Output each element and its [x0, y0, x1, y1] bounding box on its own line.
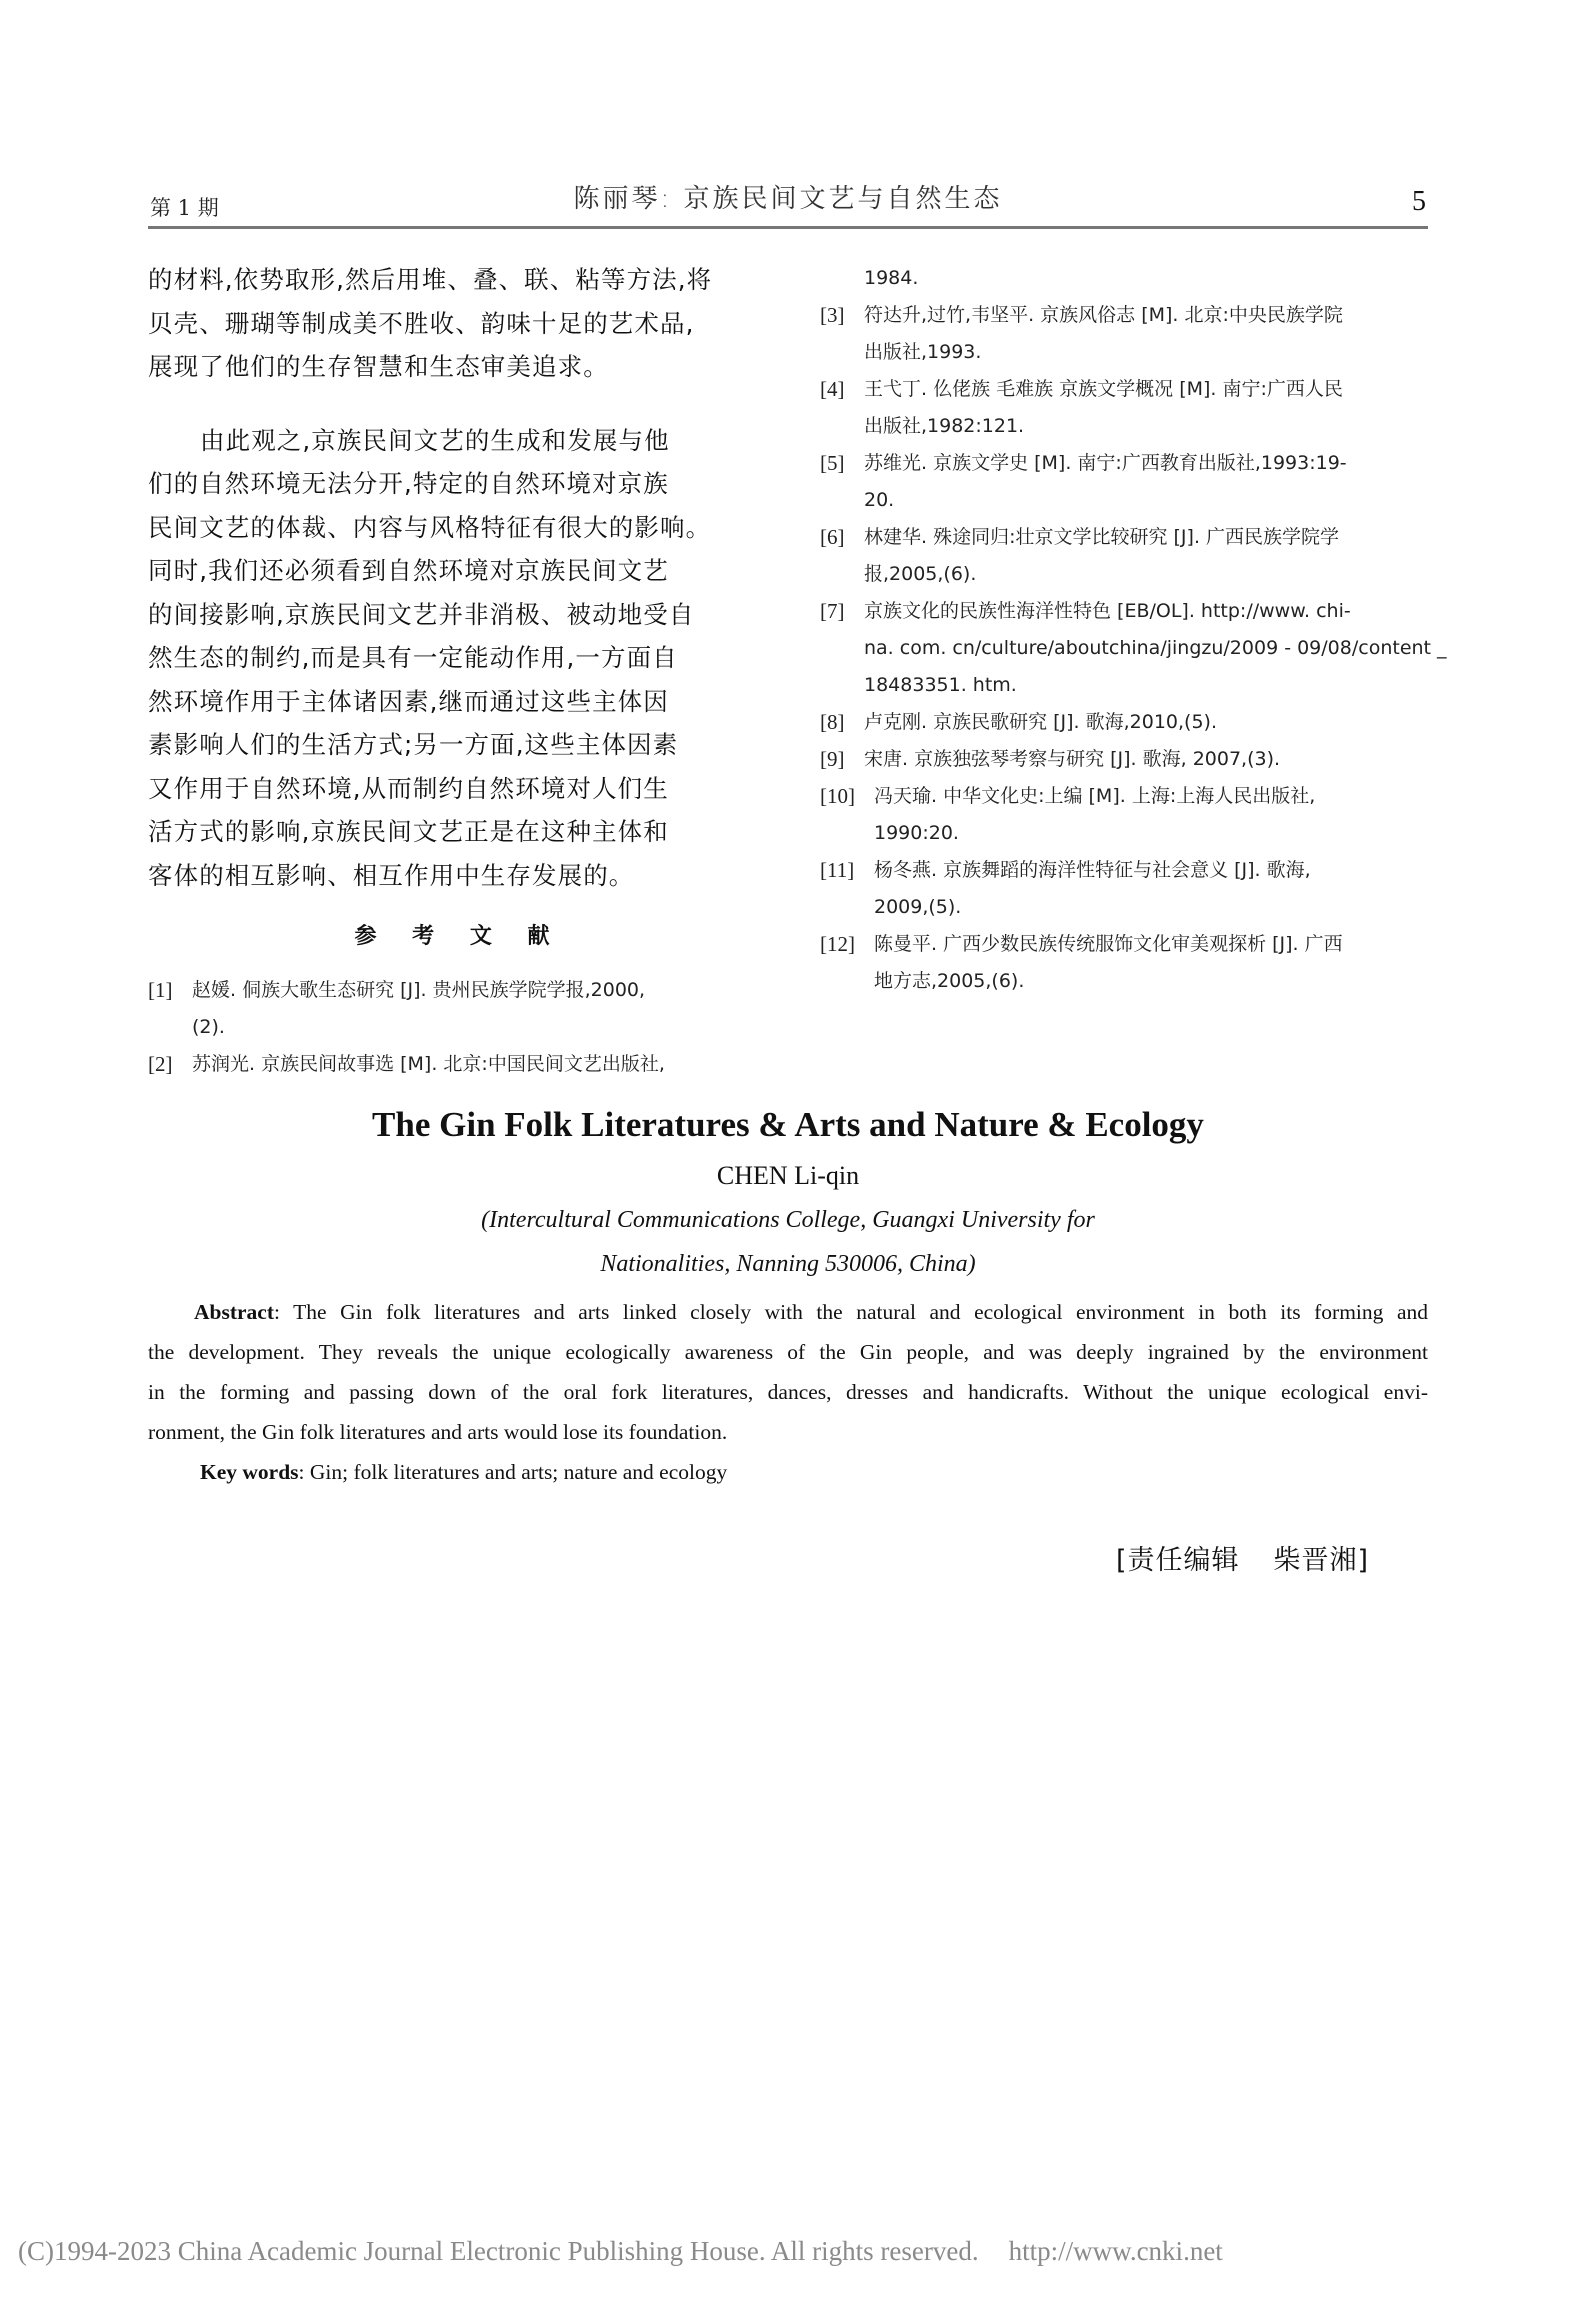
text-line: 由此观之,京族民间文艺的生成和发展与他 — [200, 425, 670, 455]
reference-text: 出版社,1993. — [864, 341, 982, 363]
keywords-text: Gin; folk literatures and arts; nature and ecology — [309, 1460, 728, 1484]
reference-number: [8] — [820, 710, 845, 734]
reference-item-continued — [820, 260, 1432, 297]
reference-number: [1] — [148, 978, 173, 1002]
reference-item — [820, 297, 1432, 371]
body-paragraph-2 — [148, 419, 770, 898]
header-rule — [148, 226, 1428, 229]
abstract-line: Abstract: The Gin folk literatures and arts linked closely with the natural and ecological environment in both its forming and — [194, 1300, 1428, 1324]
reference-number: [10] — [820, 784, 855, 808]
keywords-label: Key words — [200, 1460, 299, 1484]
reference-text: 20. — [864, 489, 895, 511]
reference-text: 符达升,过竹,韦坚平. 京族风俗志 [M]. 北京:中央民族学院 — [864, 304, 1343, 326]
issue-label: 第 1 期 — [150, 196, 219, 220]
text-line: 贝壳、珊瑚等制成美不胜收、韵味十足的艺术品, — [148, 308, 695, 338]
reference-number: [5] — [820, 451, 845, 475]
reference-number: [2] — [148, 1052, 173, 1076]
reference-text: 卢克刚. 京族民歌研究 [J]. 歌海,2010,(5). — [864, 711, 1218, 733]
reference-text: 苏维光. 京族文学史 [M]. 南宁:广西教育出版社,1993:19- — [864, 452, 1347, 474]
english-abstract-section — [148, 1100, 1428, 1492]
reference-item — [820, 741, 1432, 778]
abstract-text: The Gin folk literatures and arts linked closely with the natural and ecological environment in both its forming and — [293, 1300, 1428, 1324]
text-line: 同时,我们还必须看到自然环境对京族民间文艺 — [148, 556, 669, 585]
reference-text: 王弋丁. 仫佬族 毛难族 京族文学概况 [M]. 南宁:广西人民 — [864, 378, 1343, 400]
abstract-label: Abstract — [194, 1300, 275, 1324]
footer-url-link[interactable]: http://www.cnki.net — [1008, 2236, 1223, 2266]
body-paragraph-1 — [148, 258, 770, 389]
reference-item — [820, 852, 1432, 926]
abstract-line: the development. They reveals the unique ecologically awareness of the Gin people, and was deeply ingrained by the environment — [148, 1340, 1428, 1364]
reference-text: 出版社,1982:121. — [864, 415, 1025, 437]
english-author: CHEN Li-qin — [716, 1161, 860, 1190]
editor-name: 柴晋湘 — [1273, 1545, 1358, 1576]
text-line: 的材料,依势取形,然后用堆、叠、联、粘等方法,将 — [148, 265, 713, 294]
text-line: 活方式的影响,京族民间文艺正是在这种主体和 — [148, 817, 669, 846]
reference-item — [148, 1046, 770, 1083]
reference-text: 赵媛. 侗族大歌生态研究 [J]. 贵州民族学院学报,2000, — [192, 979, 646, 1001]
reference-text: 林建华. 殊途同归:壮京文学比较研究 [J]. 广西民族学院学 — [864, 526, 1340, 548]
page-number: 5 — [1412, 186, 1426, 217]
editor-note — [1116, 1538, 1369, 1577]
reference-text: (2). — [192, 1016, 225, 1038]
reference-number: [6] — [820, 525, 845, 549]
reference-item — [820, 519, 1432, 593]
text-line: 然环境作用于主体诸因素,继而通过这些主体因 — [148, 686, 669, 716]
text-line: 然生态的制约,而是具有一定能动作用,一方面自 — [148, 643, 678, 672]
affiliation-line: (Intercultural Communications College, Guangxi University for — [481, 1207, 1095, 1233]
reference-text: 2009,(5). — [874, 896, 962, 918]
english-title: The Gin Folk Literatures & Arts and Nature & Ecology — [372, 1105, 1204, 1144]
reference-item — [820, 445, 1432, 519]
right-column — [820, 260, 1447, 1000]
reference-text: 1990:20. — [874, 822, 959, 844]
reference-number: [4] — [820, 377, 845, 401]
running-title: 陈丽琴: 京族民间文艺与自然生态 — [573, 184, 1003, 214]
affiliation-line: Nationalities, Nanning 530006, China) — [600, 1251, 976, 1277]
text-line: 展现了他们的生存智慧和生态审美追求。 — [148, 352, 609, 381]
reference-text: 宋唐. 京族独弦琴考察与研究 [J]. 歌海, 2007,(3). — [864, 748, 1281, 770]
abstract-line: ronment, the Gin folk literatures and arts would lose its foundation. — [148, 1420, 728, 1444]
reference-item — [820, 593, 1447, 704]
reference-number: [12] — [820, 932, 855, 956]
keywords: Key words: Gin; folk literatures and arts; nature and ecology — [200, 1460, 728, 1484]
left-column — [148, 258, 770, 1083]
reference-url[interactable]: 18483351. htm. — [864, 674, 1017, 696]
reference-number: [7] — [820, 599, 845, 623]
reference-number: [3] — [820, 303, 845, 327]
abstract-line: in the forming and passing down of the oral fork literatures, dances, dresses and handicrafts. Without the unique ecological envi- — [148, 1380, 1428, 1404]
reference-text: 1984. — [864, 267, 919, 289]
abstract — [148, 1292, 1428, 1452]
bracket-open: [ — [1116, 1545, 1128, 1576]
references-heading: 参 考 文 献 — [354, 924, 564, 949]
bracket-close: ] — [1357, 1545, 1370, 1576]
reference-text: 地方志,2005,(6). — [874, 970, 1025, 992]
copyright-text: (C)1994-2023 China Academic Journal Electronic Publishing House. All rights reserved. — [18, 2236, 979, 2266]
reference-item — [820, 371, 1432, 445]
reference-text: 苏润光. 京族民间故事选 [M]. 北京:中国民间文艺出版社, — [192, 1053, 665, 1075]
reference-text: 冯天瑜. 中华文化史:上编 [M]. 上海:上海人民出版社, — [874, 785, 1316, 807]
reference-item — [148, 972, 770, 1046]
reference-text: 陈曼平. 广西少数民族传统服饰文化审美观探析 [J]. 广西 — [874, 933, 1343, 955]
editor-role: 责任编辑 — [1127, 1545, 1240, 1576]
text-line: 素影响人们的生活方式;另一方面,这些主体因素 — [148, 730, 679, 759]
text-line: 的间接影响,京族民间文艺并非消极、被动地受自 — [148, 599, 695, 629]
text-line: 客体的相互影响、相互作用中生存发展的。 — [148, 860, 635, 890]
page-header — [148, 178, 1428, 226]
reference-item — [820, 704, 1432, 741]
text-line: 又作用于自然环境,从而制约自然环境对人们生 — [148, 773, 669, 803]
text-line: 们的自然环境无法分开,特定的自然环境对京族 — [148, 469, 669, 498]
reference-item — [820, 926, 1432, 1000]
reference-text: 报,2005,(6). — [864, 563, 977, 585]
reference-text: 京族文化的民族性海洋性特色 [EB/OL]. http://www. chi- — [864, 600, 1351, 622]
reference-item — [820, 778, 1432, 852]
copyright-footer — [18, 2236, 1223, 2267]
reference-number: [9] — [820, 747, 845, 771]
reference-text: 杨冬燕. 京族舞蹈的海洋性特征与社会意义 [J]. 歌海, — [874, 859, 1311, 881]
text-line: 民间文艺的体裁、内容与风格特征有很大的影响。 — [148, 512, 712, 542]
reference-url[interactable]: na. com. cn/culture/aboutchina/jingzu/2009 - 09/08/content _ — [864, 637, 1447, 659]
reference-number: [11] — [820, 858, 855, 882]
